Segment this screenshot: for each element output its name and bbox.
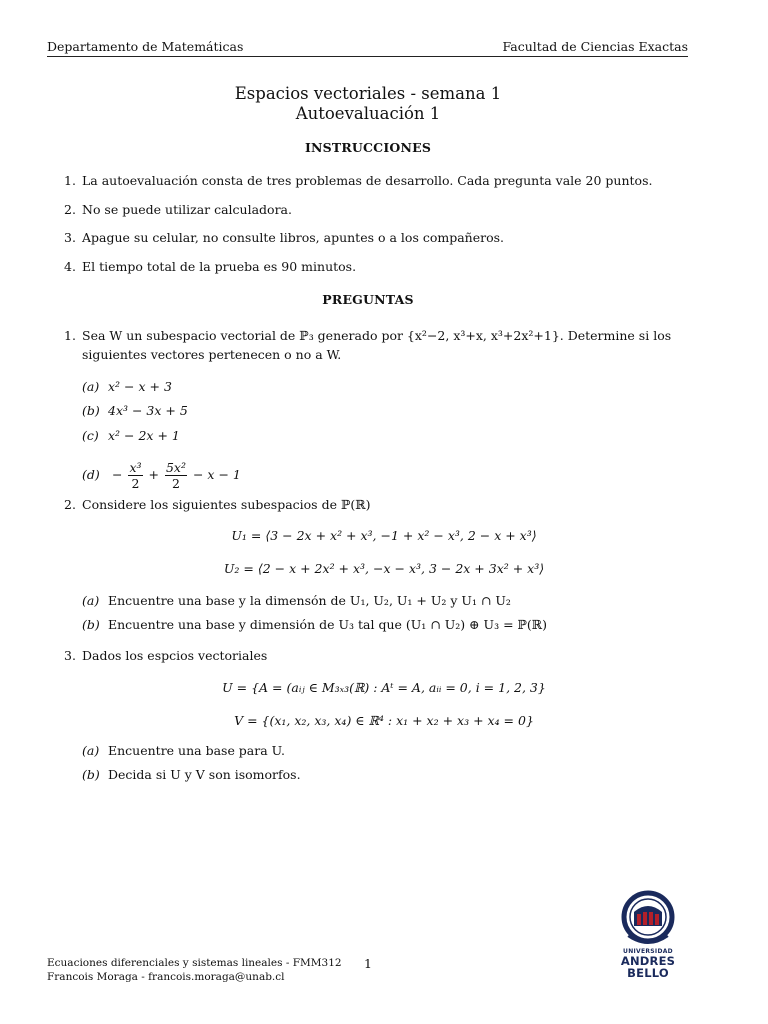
header-rule [47,56,688,57]
question-2-item-b [82,617,547,632]
instruction-item: 1. La autoevaluación consta de tres problemas de desarrollo. Cada pregunta vale 20 puntos. [64,173,653,188]
page-number: 1 [364,956,372,971]
questions-heading: PREGUNTAS [322,292,414,307]
document-subtitle: Autoevaluación 1 [295,104,441,123]
logo-big-text: ANDRES BELLO [620,954,676,980]
question-text: Considere los siguientes subespacios de ℙ(ℝ) [82,497,371,512]
item-text: Encuentre una base para U. [108,743,286,758]
footer-course: Ecuaciones diferenciales y sistemas lineales - FMM312 [47,957,342,969]
fraction-numerator: 5x² [165,460,186,475]
question-text: Sea W un subespacio vectorial de ℙ₃ generado por {x²−2, x³+x, x³+2x²+1}. Determine si los siguientes vectores pertenecen o no a W. [82,328,672,362]
instruction-text: Apague su celular, no consulte libros, apuntes o a los compañeros. [82,230,505,245]
question-2 [64,495,694,514]
logo-small-text: UNIVERSIDAD [623,948,673,955]
item-label: (a) [82,593,100,608]
equation-u2: U₂ = ⟨2 − x + 2x² + x³, −x − x³, 3 − 2x + 3x² + x³⟩ [223,561,545,576]
instructions-heading: INSTRUCCIONES [304,140,432,155]
question-1-item-d [82,460,241,491]
question-number: 3. [64,648,76,663]
equation-u: U = {A = (aᵢⱼ ∈ M₃ₓ₃(ℝ) : Aᵗ = A, aᵢᵢ = 0, i = 1, 2, 3} [222,680,546,695]
item-label: (b) [82,767,100,782]
question-number: 2. [64,497,76,512]
item-label: (d) [82,467,100,482]
footer-author: Francois Moraga - francois.moraga@unab.cl [47,971,285,983]
item-text: Encuentre una base y la dimensón de U₁, U₂, U₁ + U₂ y U₁ ∩ U₂ [108,593,511,608]
fraction-2 [165,460,187,491]
item-label: (a) [82,379,100,394]
instruction-text: La autoevaluación consta de tres problemas de desarrollo. Cada pregunta vale 20 puntos. [82,173,653,188]
header-department: Departamento de Matemáticas [47,39,244,54]
item-expression: x² − x + 3 [108,379,172,394]
question-text: Dados los espcios vectoriales [82,648,268,663]
equation-v: V = {(x₁, x₂, x₃, x₄) ∈ ℝ⁴ : x₁ + x₂ + x₃ + x₄ = 0} [234,713,534,728]
item-expression: 4x³ − 3x + 5 [108,403,188,418]
question-1 [64,326,694,364]
instruction-text: No se puede utilizar calculadora. [82,202,292,217]
equation-u1: U₁ = ⟨3 − 2x + x² + x³, −1 + x² − x³, 2 − x + x³⟩ [231,528,537,543]
document-title: Espacios vectoriales - semana 1 [234,84,502,103]
fraction-1 [128,460,142,491]
instruction-item: 2. No se puede utilizar calculadora. [64,202,292,217]
university-logo-text [606,948,690,979]
question-1-item-c [82,428,180,443]
question-2-item-a [82,593,511,608]
question-3 [64,646,694,665]
expr-suffix: − x − 1 [192,467,241,482]
header-faculty: Facultad de Ciencias Exactas [502,39,688,54]
fraction-denominator: 2 [131,476,140,491]
question-1-item-a [82,379,172,394]
expr-prefix: − [111,467,123,482]
instruction-item: 3. Apague su celular, no consulte libros, apuntes o a los compañeros. [64,230,505,245]
instruction-text: El tiempo total de la prueba es 90 minutos. [82,259,357,274]
question-number: 1. [64,328,76,343]
item-text: Decida si U y V son isomorfos. [108,767,301,782]
expr-operator: + [148,467,159,482]
item-text: Encuentre una base y dimensión de U₃ tal que (U₁ ∩ U₂) ⊕ U₃ = ℙ(ℝ) [108,617,548,632]
fraction-denominator: 2 [172,476,180,491]
item-label: (c) [82,428,99,443]
item-expression: x² − 2x + 1 [108,428,180,443]
instruction-item: 4. El tiempo total de la prueba es 90 minutos. [64,259,357,274]
item-label: (b) [82,617,100,632]
question-3-item-a [82,743,285,758]
question-1-item-b [82,403,188,418]
item-label: (b) [82,403,100,418]
question-3-item-b [82,767,301,782]
fraction-numerator: x³ [129,460,142,475]
item-label: (a) [82,743,100,758]
